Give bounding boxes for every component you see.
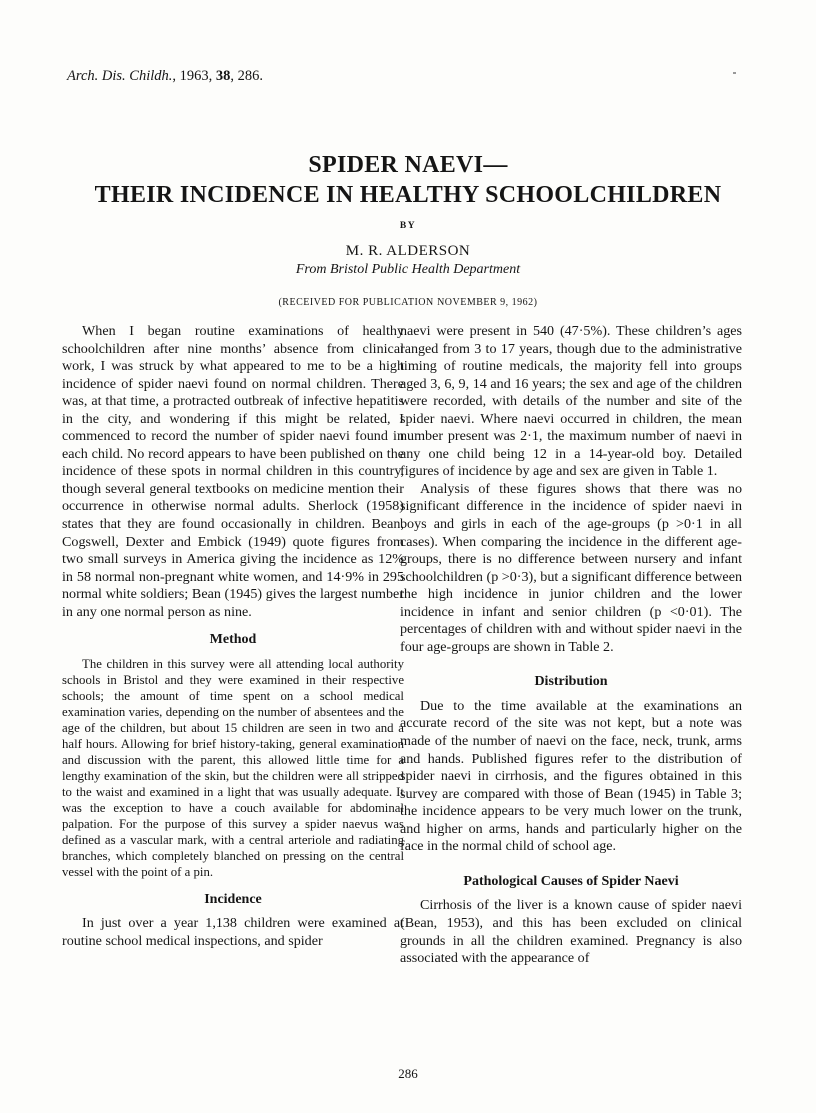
method-paragraph: The children in this survey were all attending local authority schools in Bristol and they were examined in their respective schools; the amount of time spent on a school medical examination varies, depending on the number of absentees and the age of the children, but about 15 children are seen in two and a half hours. Allowing for brief history-taking, general examination and discussion with the parent, this allowed little time for a lengthy examination of the skin, but the children were all stripped to the waist and examined in a light that was usually adequate. It was the exception to have a couch available for abdominal palpation. For the purpose of this survey a spider naevus was defined as a vascular mark, with a central arteriole and radiating branches, which completely blanched on pressing on the central vessel with the point of a pin. <box>62 656 404 880</box>
citation-volume: 38 <box>215 68 231 84</box>
incidence-paragraph-continued: naevi were present in 540 (47·5%). These children’s ages ranged from 3 to 17 years, though due to the administrative timing of routine medicals, the majority fell into groups aged 3, 6, 9, 14 and 16 years; the sex and age of the children were recorded, with details of the number and site of the spider naevi. Where naevi occurred in children, the mean number present was 2·1, the maximum number of naevi in any one child being 12 in a 14-year-old boy. Detailed figures of incidence by age and sex are given in Table 1. <box>400 323 742 480</box>
distribution-paragraph: Due to the time available at the examinations an accurate record of the site was not kept, but a note was made of the number of naevi on the face, neck, trunk, arms and hands. Published figures refer to the distribution of spider naevi in cirrhosis, and the figures obtained in this survey are compared with those of Bean (1945) in Table 3; the incidence appears to be very much lower on the trunk, and higher on arms, hands and particularly higher on the face in the normal child of school age. <box>400 697 742 855</box>
page-number: 286 <box>398 1066 418 1081</box>
pathological-paragraph: Cirrhosis of the liver is a known cause of spider naevi (Bean, 1953), and this has been excluded on clinical grounds in all the children examined. Pregnancy is also associated with the appearance of <box>400 897 742 967</box>
citation-page: , 286. <box>230 68 264 84</box>
right-column <box>400 323 742 968</box>
received-prefix: (RECEIVED FOR PUBLICATION <box>278 297 434 308</box>
method-heading: Method <box>209 632 257 648</box>
citation-year: , 1963, <box>172 68 213 84</box>
title-line-1: SPIDER NAEVI— <box>308 152 508 178</box>
author-name: M. R. ALDERSON <box>345 243 471 259</box>
title-line-2: THEIR INCIDENCE IN HEALTHY SCHOOLCHILDREN <box>94 182 722 208</box>
analysis-paragraph: Analysis of these figures shows that there was no significant difference in the incidence of spider naevi in boys and girls in each of the age-groups (p >0·1 in all cases). When comparing the incidence in the different age-groups, there is no difference between nursery and infant schoolchildren (p >0·3), but a significant difference between the high incidence in junior children and the lower incidence in infant and senior children (p <0·01). The percentages of children with and without spider naevi in the four age-groups are shown in Table 2. <box>400 480 742 655</box>
author-affiliation: From Bristol Public Health Department <box>295 262 521 277</box>
left-column <box>62 323 404 950</box>
incidence-paragraph-start: In just over a year 1,138 children were examined at routine school medical inspections, and spider <box>62 915 404 949</box>
journal-name: Arch. Dis. Childh. <box>67 68 173 84</box>
distribution-heading: Distribution <box>534 674 608 690</box>
by-label: BY <box>399 221 417 231</box>
incidence-heading: Incidence <box>204 891 262 907</box>
received-date <box>0 294 816 309</box>
received-date-value: NOVEMBER 9, 1962) <box>437 297 538 308</box>
journal-citation <box>67 68 263 85</box>
intro-paragraph: When I began routine examinations of healthy schoolchildren after nine months’ absence from clinical work, I was struck by what appeared to me to be a high incidence of spider naevi found on normal children. There was, at that time, a protracted outbreak of infective hepatitis in the city, and wondering if this might be related, I commenced to record the number of spider naevi found in each child. No record appears to have been published on the incidence of these spots in normal children in this country, though several general textbooks on medicine mention their occurrence in otherwise normal adults. Sherlock (1958) states that they are found occasionally in children. Bean, Cogswell, Dexter and Embick (1949) quote figures from two small surveys in America giving the incidence as 12% in 58 normal non-pregnant white women, and 14·9% in 295 normal white soldiers; Bean (1945) gives the largest number in any one normal person as nine. <box>62 323 404 620</box>
pathological-heading: Pathological Causes of Spider Naevi <box>463 873 679 889</box>
scan-mark <box>733 72 736 74</box>
